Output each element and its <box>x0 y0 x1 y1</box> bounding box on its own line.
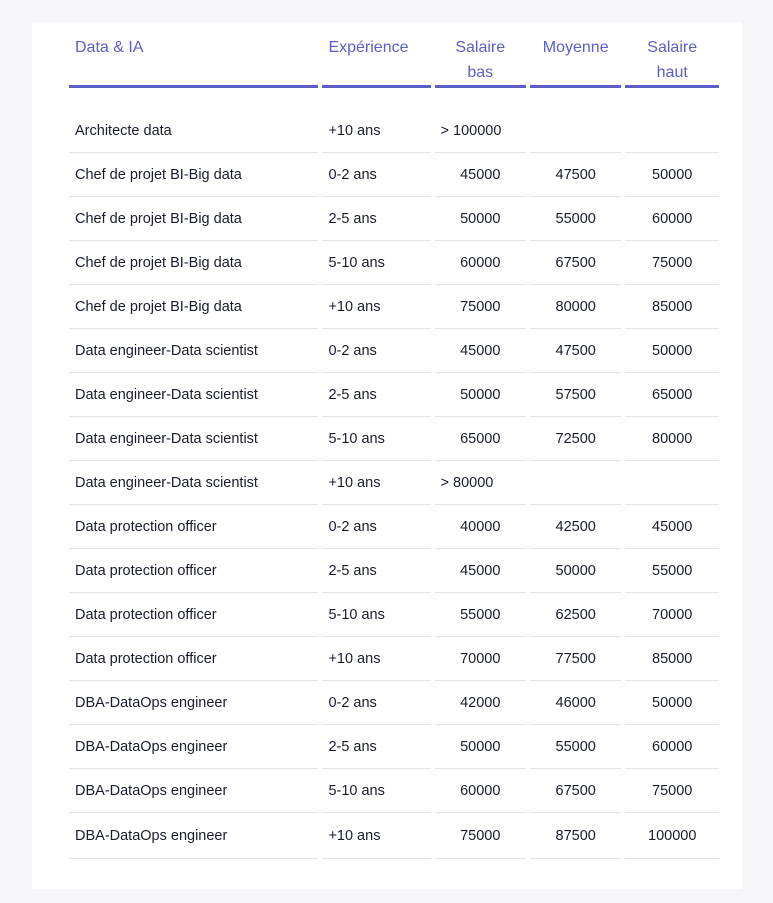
cell-experience: 0-2 ans <box>322 681 430 725</box>
cell-experience: 5-10 ans <box>322 769 430 813</box>
table-row <box>69 373 719 417</box>
cell-role: DBA-DataOps engineer <box>69 813 318 859</box>
cell-salary-high: 65000 <box>625 373 719 417</box>
cell-average: 55000 <box>530 725 621 769</box>
cell-salary-range: > 80000 <box>435 461 526 505</box>
table-row <box>69 549 719 593</box>
table-row <box>69 241 719 285</box>
cell-salary-low: 50000 <box>435 725 526 769</box>
header-role: Data & IA <box>69 22 318 88</box>
cell-salary-low: 45000 <box>435 153 526 197</box>
table-header-row <box>69 22 719 88</box>
cell-role: DBA-DataOps engineer <box>69 681 318 725</box>
table-row <box>69 285 719 329</box>
cell-experience: 5-10 ans <box>322 593 430 637</box>
cell-average-empty <box>530 109 621 153</box>
cell-salary-high: 50000 <box>625 681 719 725</box>
salary-table-card <box>32 22 742 889</box>
cell-salary-high: 45000 <box>625 505 719 549</box>
header-salary-high: Salaire haut <box>625 22 719 88</box>
table-row <box>69 725 719 769</box>
cell-salary-low: 40000 <box>435 505 526 549</box>
cell-experience: +10 ans <box>322 637 430 681</box>
table-row <box>69 769 719 813</box>
table-row <box>69 153 719 197</box>
cell-salary-low: 45000 <box>435 329 526 373</box>
cell-salary-high: 75000 <box>625 241 719 285</box>
cell-role: Chef de projet BI-Big data <box>69 241 318 285</box>
cell-role: Data protection officer <box>69 549 318 593</box>
cell-role: Chef de projet BI-Big data <box>69 153 318 197</box>
table-row <box>69 329 719 373</box>
cell-salary-high: 55000 <box>625 549 719 593</box>
cell-salary-low: 50000 <box>435 197 526 241</box>
cell-salary-high: 100000 <box>625 813 719 859</box>
cell-experience: 5-10 ans <box>322 417 430 461</box>
cell-experience: 2-5 ans <box>322 725 430 769</box>
cell-salary-high-empty <box>625 461 719 505</box>
cell-salary-low: 45000 <box>435 549 526 593</box>
cell-average: 77500 <box>530 637 621 681</box>
cell-salary-high: 85000 <box>625 285 719 329</box>
table-row <box>69 593 719 637</box>
salary-table <box>65 22 723 859</box>
cell-average: 80000 <box>530 285 621 329</box>
cell-role: Chef de projet BI-Big data <box>69 285 318 329</box>
cell-role: Architecte data <box>69 109 318 153</box>
cell-experience: 2-5 ans <box>322 373 430 417</box>
cell-average: 46000 <box>530 681 621 725</box>
cell-experience: +10 ans <box>322 461 430 505</box>
cell-salary-high-empty <box>625 109 719 153</box>
cell-salary-low: 75000 <box>435 813 526 859</box>
cell-role: Data engineer-Data scientist <box>69 461 318 505</box>
cell-experience: 5-10 ans <box>322 241 430 285</box>
header-average: Moyenne <box>530 22 621 88</box>
cell-role: DBA-DataOps engineer <box>69 725 318 769</box>
cell-average: 47500 <box>530 153 621 197</box>
cell-average: 72500 <box>530 417 621 461</box>
cell-experience: +10 ans <box>322 285 430 329</box>
cell-salary-low: 50000 <box>435 373 526 417</box>
table-row <box>69 417 719 461</box>
cell-salary-high: 50000 <box>625 329 719 373</box>
header-salary-low: Salaire bas <box>435 22 526 88</box>
cell-average: 47500 <box>530 329 621 373</box>
cell-salary-high: 85000 <box>625 637 719 681</box>
table-row <box>69 637 719 681</box>
cell-average: 55000 <box>530 197 621 241</box>
cell-average-empty <box>530 461 621 505</box>
cell-salary-high: 60000 <box>625 197 719 241</box>
cell-role: Data engineer-Data scientist <box>69 373 318 417</box>
cell-average: 50000 <box>530 549 621 593</box>
cell-role: Data protection officer <box>69 637 318 681</box>
cell-role: Data protection officer <box>69 593 318 637</box>
cell-salary-low: 75000 <box>435 285 526 329</box>
table-row <box>69 197 719 241</box>
cell-role: Data protection officer <box>69 505 318 549</box>
cell-experience: 2-5 ans <box>322 549 430 593</box>
table-row <box>69 813 719 859</box>
cell-salary-high: 50000 <box>625 153 719 197</box>
table-row <box>69 109 719 153</box>
cell-experience: 0-2 ans <box>322 329 430 373</box>
cell-experience: +10 ans <box>322 109 430 153</box>
header-experience: Expérience <box>322 22 430 88</box>
cell-role: DBA-DataOps engineer <box>69 769 318 813</box>
cell-role: Data engineer-Data scientist <box>69 417 318 461</box>
cell-average: 87500 <box>530 813 621 859</box>
cell-salary-low: 55000 <box>435 593 526 637</box>
table-row <box>69 461 719 505</box>
cell-role: Data engineer-Data scientist <box>69 329 318 373</box>
cell-average: 67500 <box>530 769 621 813</box>
table-row <box>69 505 719 549</box>
cell-average: 67500 <box>530 241 621 285</box>
cell-salary-low: 42000 <box>435 681 526 725</box>
cell-experience: +10 ans <box>322 813 430 859</box>
table-row <box>69 681 719 725</box>
cell-experience: 2-5 ans <box>322 197 430 241</box>
cell-salary-high: 60000 <box>625 725 719 769</box>
cell-salary-high: 75000 <box>625 769 719 813</box>
cell-salary-low: 60000 <box>435 769 526 813</box>
table-body <box>69 88 719 859</box>
cell-salary-high: 70000 <box>625 593 719 637</box>
cell-average: 42500 <box>530 505 621 549</box>
cell-salary-low: 70000 <box>435 637 526 681</box>
cell-salary-low: 65000 <box>435 417 526 461</box>
cell-salary-high: 80000 <box>625 417 719 461</box>
cell-average: 62500 <box>530 593 621 637</box>
cell-role: Chef de projet BI-Big data <box>69 197 318 241</box>
cell-experience: 0-2 ans <box>322 505 430 549</box>
cell-salary-low: 60000 <box>435 241 526 285</box>
cell-salary-range: > 100000 <box>435 109 526 153</box>
cell-average: 57500 <box>530 373 621 417</box>
cell-experience: 0-2 ans <box>322 153 430 197</box>
